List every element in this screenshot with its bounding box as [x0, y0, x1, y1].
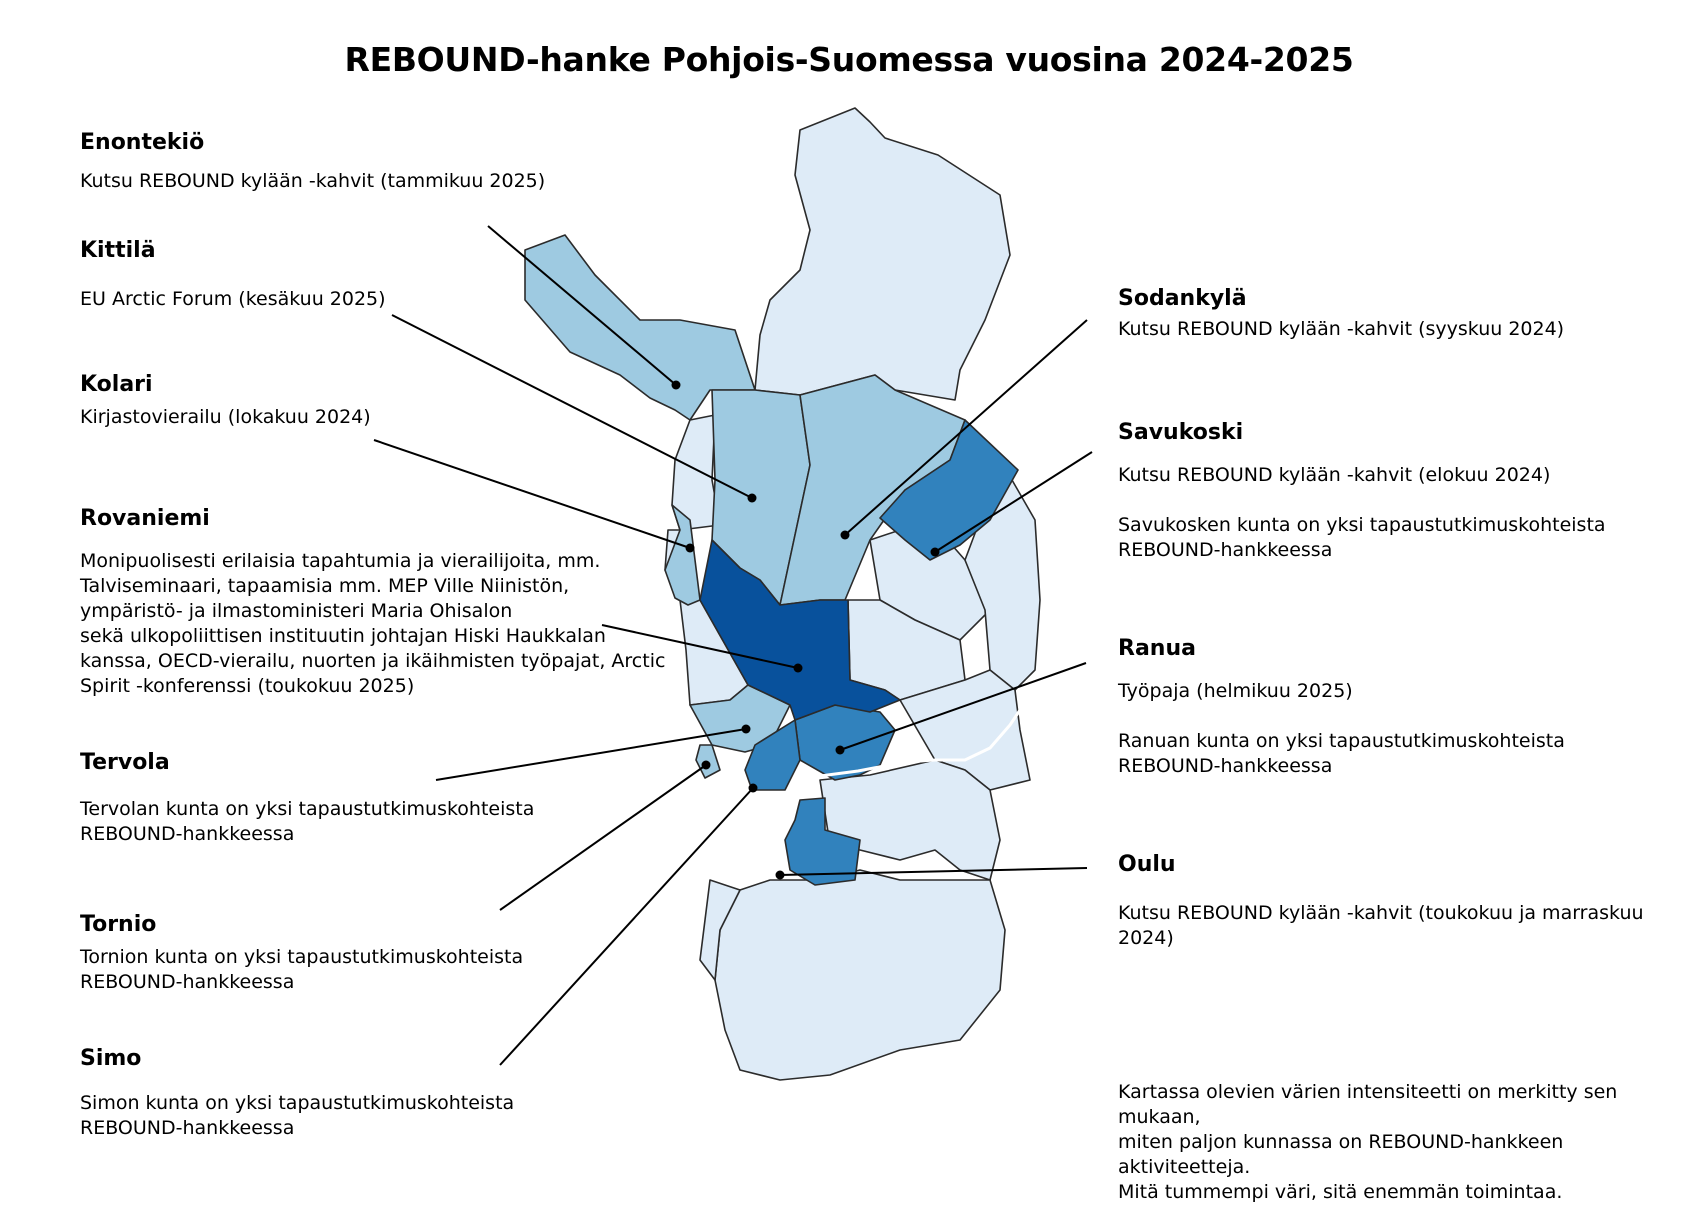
legend-line: miten paljon kunnassa on REBOUND-hankkeen aktiviteetteja.	[1118, 1131, 1564, 1178]
label-text: Kutsu REBOUND kylään -kahvit (toukokuu ja marraskuu 2024)	[1118, 902, 1644, 949]
label-text: kanssa, OECD-vierailu, nuorten ja ikäihmisten työpajat, Arctic	[80, 650, 666, 672]
marker-enontekio	[672, 381, 681, 390]
label-simo	[80, 1046, 514, 1141]
label-tornio	[80, 912, 523, 995]
label-text: Spirit -konferenssi (toukokuu 2025)	[80, 675, 415, 697]
label-text	[1118, 488, 1606, 513]
label-savukoski	[1118, 420, 1606, 563]
legend-line: Kartassa olevien värien intensiteetti on merkitty sen mukaan,	[1118, 1081, 1618, 1128]
label-kolari	[80, 372, 371, 430]
label-enontekio	[80, 130, 545, 194]
label-title: Enontekiö	[80, 130, 205, 155]
label-text	[1118, 704, 1565, 729]
label-text: Kirjastovierailu (lokakuu 2024)	[80, 406, 371, 428]
leader-line-enontekio	[488, 226, 676, 385]
marker-savukoski	[931, 548, 940, 557]
label-text: Monipuolisesti erilaisia tapahtumia ja vierailijoita, mm.	[80, 550, 601, 572]
label-text: Kutsu REBOUND kylään -kahvit (syyskuu 2024)	[1118, 318, 1565, 340]
marker-ranua	[836, 746, 845, 755]
label-sodankyla	[1118, 286, 1564, 342]
label-text: EU Arctic Forum (kesäkuu 2025)	[80, 288, 386, 310]
label-title: Kolari	[80, 372, 153, 397]
label-title: Sodankylä	[1118, 286, 1247, 311]
marker-tervola	[742, 725, 751, 734]
label-text: Tervolan kunta on yksi tapaustutkimuskohteista	[80, 798, 535, 820]
label-title: Tornio	[80, 912, 157, 937]
label-oulu	[1118, 852, 1698, 951]
marker-sodankyla	[841, 531, 850, 540]
label-text: Talviseminaari, tapaamisia mm. MEP Ville Niinistön,	[80, 575, 570, 597]
region-ranua	[795, 705, 895, 780]
label-kittila	[80, 238, 386, 312]
label-title: Oulu	[1118, 852, 1176, 877]
label-title: Tervola	[80, 750, 170, 775]
label-title: Ranua	[1118, 636, 1196, 661]
label-text: REBOUND-hankkeessa	[80, 1117, 295, 1139]
label-title: Simo	[80, 1046, 142, 1071]
label-text: REBOUND-hankkeessa	[80, 971, 295, 993]
marker-simo	[749, 784, 758, 793]
label-text: Savukosken kunta on yksi tapaustutkimuskohteista	[1118, 514, 1606, 536]
page-title: REBOUND-hanke Pohjois-Suomessa vuosina 2024-2025	[344, 40, 1354, 79]
label-text: REBOUND-hankkeessa	[80, 823, 295, 845]
region-northern-ostrobothnia	[715, 870, 1005, 1080]
legend-line: Mitä tummempi väri, sitä enemmän toimintaa.	[1118, 1181, 1563, 1203]
legend-note	[1118, 1080, 1698, 1205]
label-text: Työpaja (helmikuu 2025)	[1118, 680, 1353, 702]
label-text: Kutsu REBOUND kylään -kahvit (tammikuu 2025)	[80, 170, 546, 192]
label-title: Savukoski	[1118, 420, 1244, 445]
marker-kittila	[748, 494, 757, 503]
label-text: REBOUND-hankkeessa	[1118, 755, 1333, 777]
marker-tornio	[702, 761, 711, 770]
label-text: ympäristö- ja ilmastoministeri Maria Ohisalon	[80, 600, 513, 622]
label-text: Simon kunta on yksi tapaustutkimuskohteista	[80, 1092, 515, 1114]
label-rovaniemi	[80, 506, 665, 699]
marker-kolari	[686, 544, 695, 553]
label-ranua	[1118, 636, 1565, 779]
label-title: Kittilä	[80, 238, 156, 263]
marker-rovaniemi	[794, 664, 803, 673]
region-utsjoki-inari	[755, 108, 1010, 400]
label-tervola	[80, 750, 534, 847]
label-text: Tornion kunta on yksi tapaustutkimuskohteista	[80, 946, 524, 968]
marker-oulu	[776, 871, 785, 880]
label-text: Kutsu REBOUND kylään -kahvit (elokuu 2024)	[1118, 464, 1551, 486]
label-title: Rovaniemi	[80, 506, 210, 531]
label-text: REBOUND-hankkeessa	[1118, 539, 1333, 561]
label-text: sekä ulkopoliittisen instituutin johtajan Hiski Haukkalan	[80, 625, 606, 647]
label-text: Ranuan kunta on yksi tapaustutkimuskohteista	[1118, 730, 1565, 752]
